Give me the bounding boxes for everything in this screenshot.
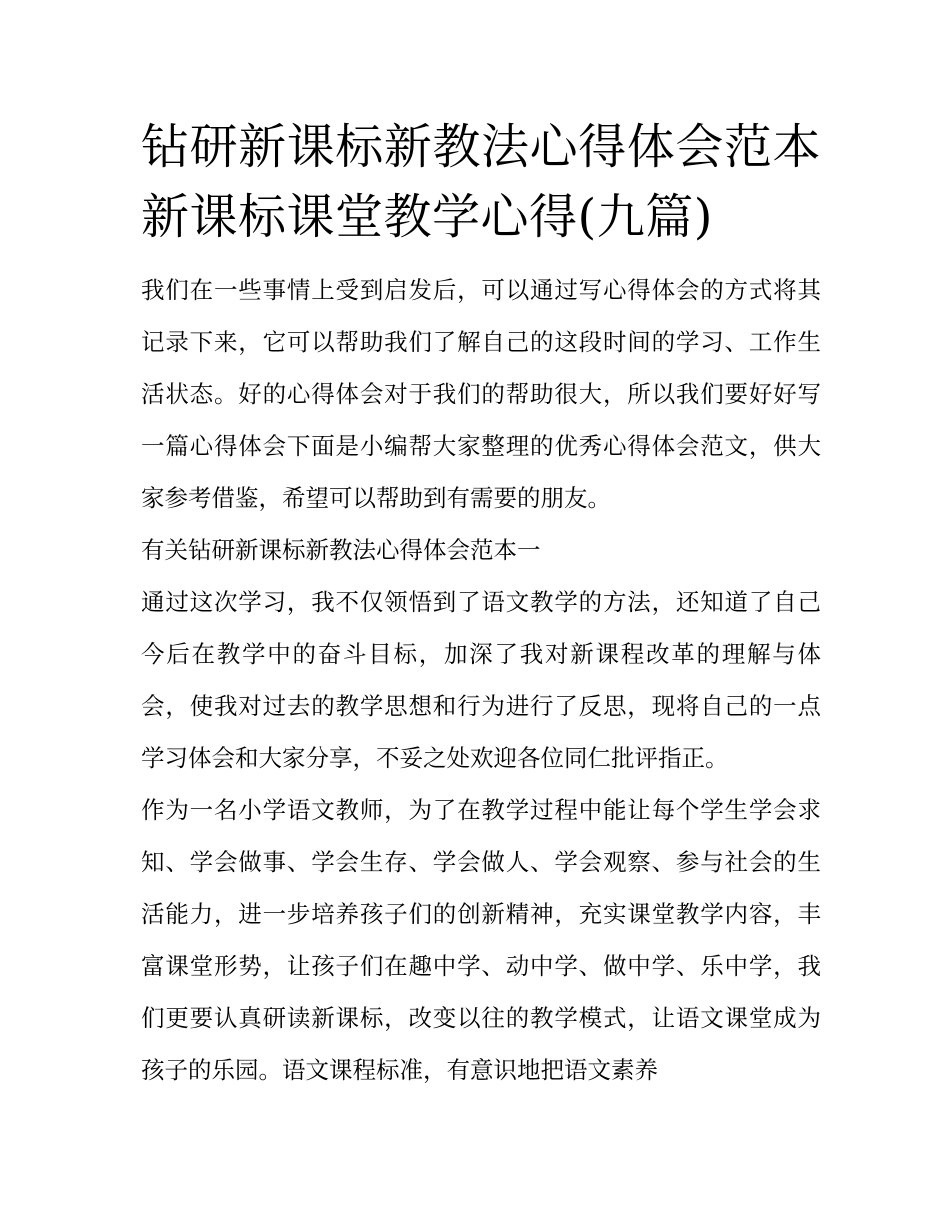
document-body [141,112,821,1096]
intro-paragraph: 我们在一些事情上受到启发后，可以通过写心得体会的方式将其记录下来，它可以帮助我们了解自己的这段时间的学习、工作生活状态。好的心得体会对于我们的帮助很大，所以我们要好好写一篇心得体会下面是小编帮大家整理的优秀心得体会范文，供大家参考借鉴，希望可以帮助到有需要的朋友。 [141,276,821,512]
section-heading: 有关钻研新课标新教法心得体会范本一 [141,536,541,564]
body-paragraph: 作为一名小学语文教师，为了在教学过程中能让每个学生学会求知、学会做事、学会生存、学会做人、学会观察、参与社会的生活能力，进一步培养孩子们的创新精神，充实课堂教学内容，丰富课堂形势，让孩子们在趣中学、动中学、做中学、乐中学，我们更要认真研读新课标，改变以往的教学模式，让语文课堂成为孩子的乐园。语文课程标准，有意识地把语文素养 [141,796,821,1084]
document-title: 钻研新课标新教法心得体会范本 新课标课堂教学心得(九篇) [141,119,821,245]
body-paragraph: 通过这次学习，我不仅领悟到了语文教学的方法，还知道了自己今后在教学中的奋斗目标，加深了我对新课程改革的理解与体会，使我对过去的教学思想和行为进行了反思，现将自己的一点学习体会和大家分享，不妥之处欢迎各位同仁批评指正。 [141,588,821,772]
